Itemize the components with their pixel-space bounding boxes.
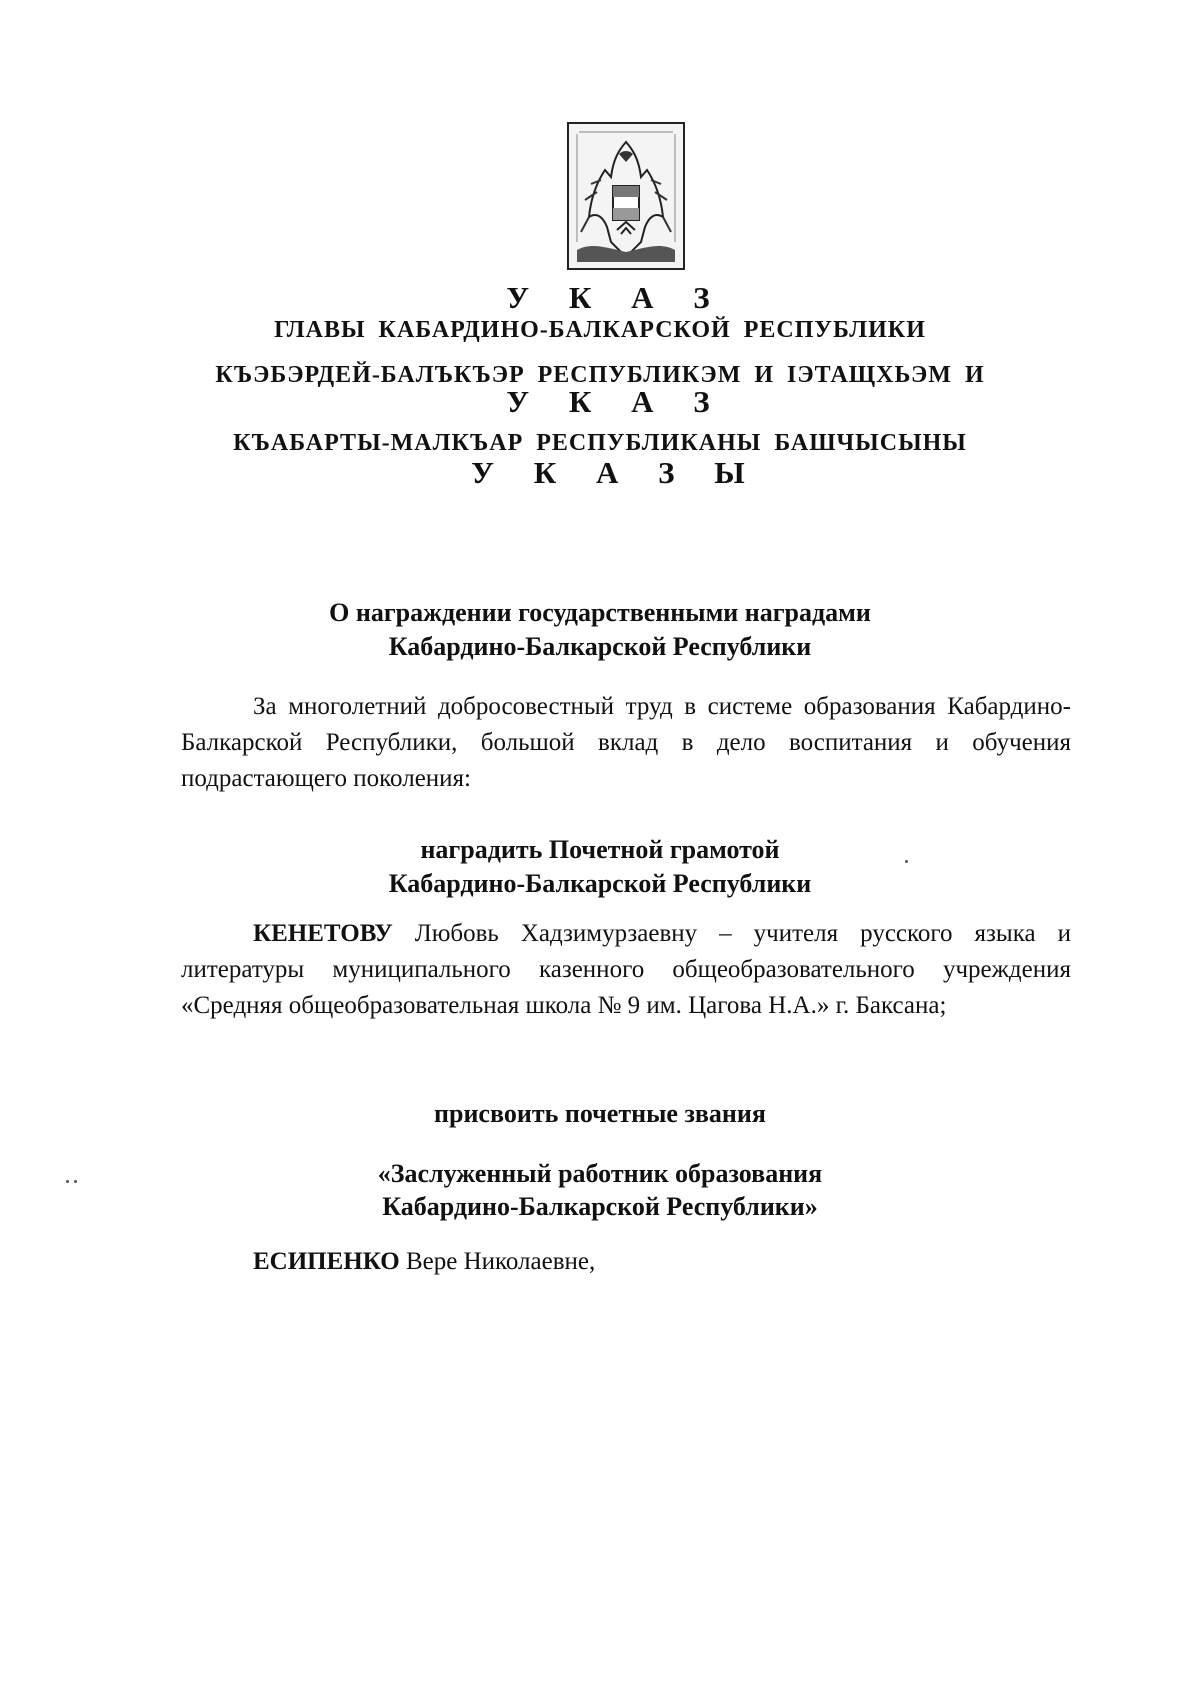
award1-heading-line2: Кабардино-Балкарской Республики [388, 869, 812, 898]
document-title-line1: О награждении государственными наградами [329, 598, 871, 627]
head-title-kbd: КЪЭБЭРДЕЙ-БАЛЪКЪЭР РЕСПУБЛИКЭМ И ІЭТАЩХЬЭМ И [215, 362, 985, 388]
document-title-line2: Кабардино-Балкарской Республики [388, 632, 812, 661]
award1-recipient-details: Любовь Хадзимурзаевну – учителя русского языка и литературы муниципального казенного общеобразовательного учреждения «Средняя общеобразовательная школа № 9 им. Цагова Н.А.» г. Баксана; [181, 920, 1071, 1019]
preamble-paragraph: За многолетний добросовестный труд в системе образования Кабардино-Балкарской Республики, большой вклад в дело воспитания и обучения подрастающего поколения: [181, 693, 1071, 792]
honorary-title-line2: Кабардино-Балкарской Республики» [382, 1192, 818, 1221]
award1-heading-line1: наградить Почетной грамотой [420, 835, 780, 864]
coat-of-arms-emblem [567, 122, 685, 270]
award1-recipient-surname: КЕНЕТОВУ [253, 920, 393, 947]
decree-heading-kbd: У К А З [506, 384, 726, 419]
scan-speck [66, 1180, 69, 1183]
award2-recipient-line [253, 1248, 595, 1276]
decree-heading-krc: У К А З Ы [471, 455, 761, 490]
scan-speck [74, 1180, 77, 1183]
head-title-krc: КЪАБАРТЫ-МАЛКЪАР РЕСПУБЛИКАНЫ БАШЧЫСЫНЫ [233, 430, 967, 456]
head-title-ru: ГЛАВЫ КАБАРДИНО-БАЛКАРСКОЙ РЕСПУБЛИКИ [274, 317, 926, 343]
award2-recipient-surname: ЕСИПЕНКО [253, 1248, 400, 1275]
scan-speck [905, 860, 908, 863]
decree-heading-ru: У К А З [506, 280, 726, 315]
award1-recipient-paragraph [181, 916, 1071, 1024]
award2-recipient-details: Вере Николаевне, [399, 1248, 596, 1275]
award2-heading: присвоить почетные звания [434, 1099, 766, 1128]
honorary-title-line1: «Заслуженный работник образования [377, 1159, 823, 1188]
